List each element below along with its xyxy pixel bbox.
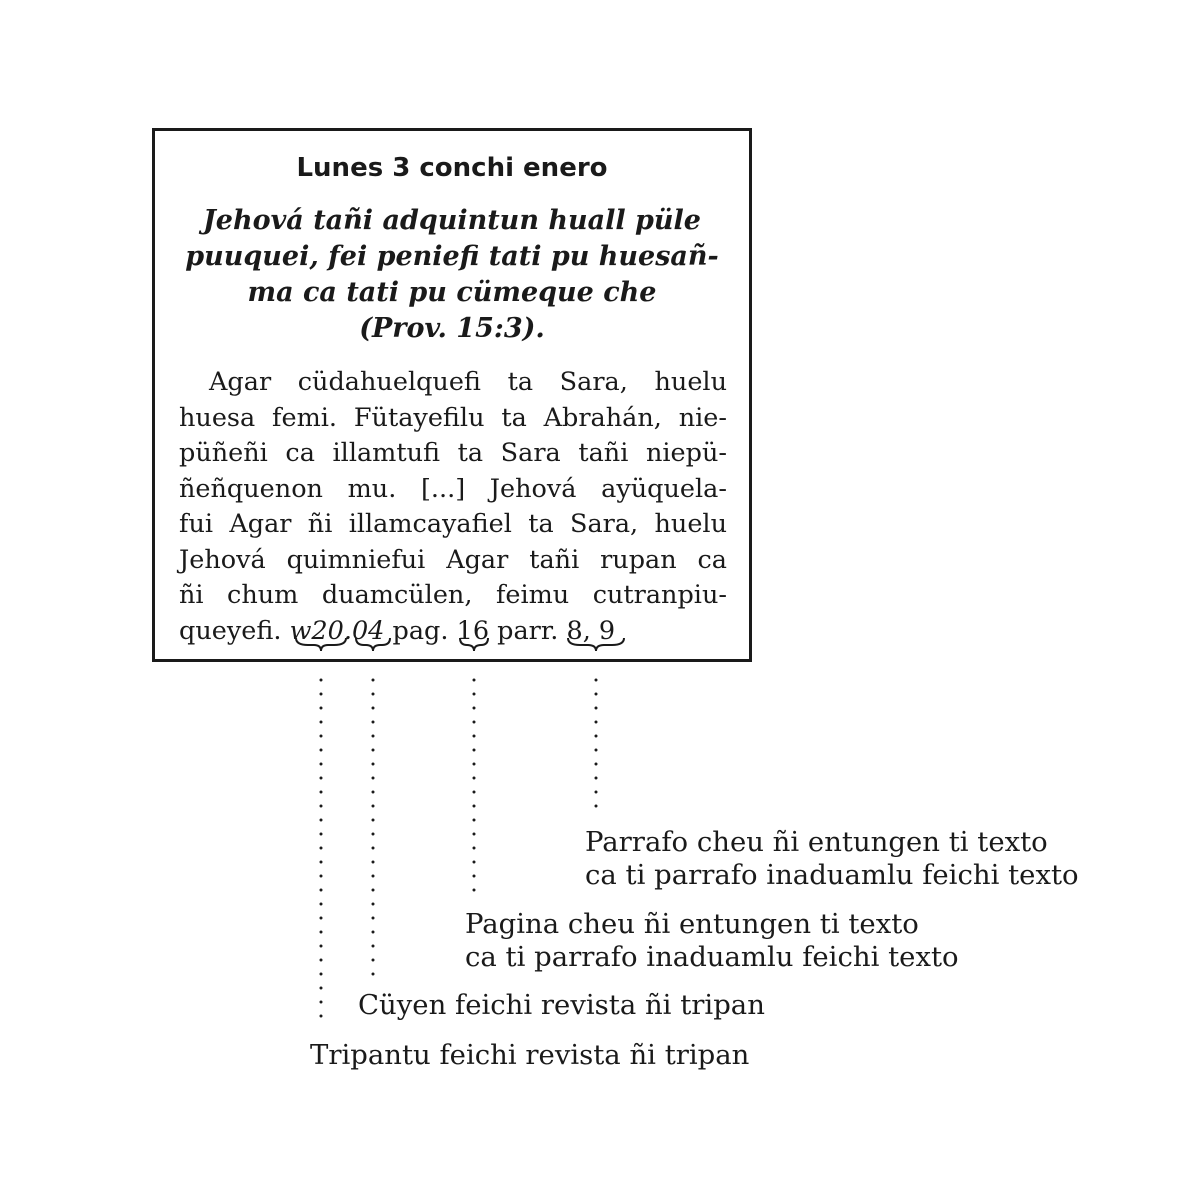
brace-year xyxy=(296,638,346,651)
label-line: Pagina cheu ñi entungen ti texto xyxy=(465,908,919,940)
verse-line: ma ca tati pu cümeque che xyxy=(247,277,657,308)
body-line: huesa femi. Fütayefilu ta Abrahán, nie- xyxy=(179,402,727,433)
brace-page xyxy=(460,638,488,651)
brace-issue xyxy=(356,638,390,651)
label-year: Tripantu feichi revista ñi tripan xyxy=(310,1039,750,1071)
citation-paragraphs: 8, 9 xyxy=(566,615,616,646)
label-paragraph xyxy=(585,826,1079,892)
citation-dot: . xyxy=(343,615,352,646)
label-issue: Cüyen feichi revista ñi tripan xyxy=(358,989,765,1021)
body-line: Agar cüdahuelquefi ta Sara, huelu xyxy=(209,367,727,397)
label-line: ca ti parrafo inaduamlu feichi texto xyxy=(465,941,959,973)
verse-line: puuquei, fei peniefi tati pu huesañ- xyxy=(185,241,719,272)
label-page xyxy=(465,908,959,974)
body-line: ñi chum duamcülen, feimu cutranpiu- xyxy=(179,580,727,610)
verse-line: Jehová tañi adquintun huall püle xyxy=(203,205,701,236)
body-line: Jehová quimniefui Agar tañi rupan ca xyxy=(179,544,727,575)
body-line: ñeñquenon mu. [...] Jehová ayüquela- xyxy=(179,473,727,504)
citation-page: 16 xyxy=(456,615,490,646)
verse-reference: (Prov. 15:3). xyxy=(359,313,545,344)
brace-paragraphs xyxy=(568,638,624,651)
date-title: Lunes 3 conchi enero xyxy=(296,153,608,183)
citation-year: w20 xyxy=(289,615,344,646)
citation-pag: pag. xyxy=(392,615,449,646)
body-text-end: queyefi. xyxy=(179,615,282,646)
body-line: püñeñi ca illamtufi ta Sara tañi niepü- xyxy=(179,438,727,468)
citation-issue: 04 xyxy=(351,615,385,646)
label-line: Parrafo cheu ñi entungen ti texto xyxy=(585,826,1048,858)
citation-parr: parr. xyxy=(497,615,559,646)
body-line: fui Agar ñi illamcayafiel ta Sara, huelu xyxy=(179,509,727,539)
label-line: ca ti parrafo inaduamlu feichi texto xyxy=(585,859,1079,891)
